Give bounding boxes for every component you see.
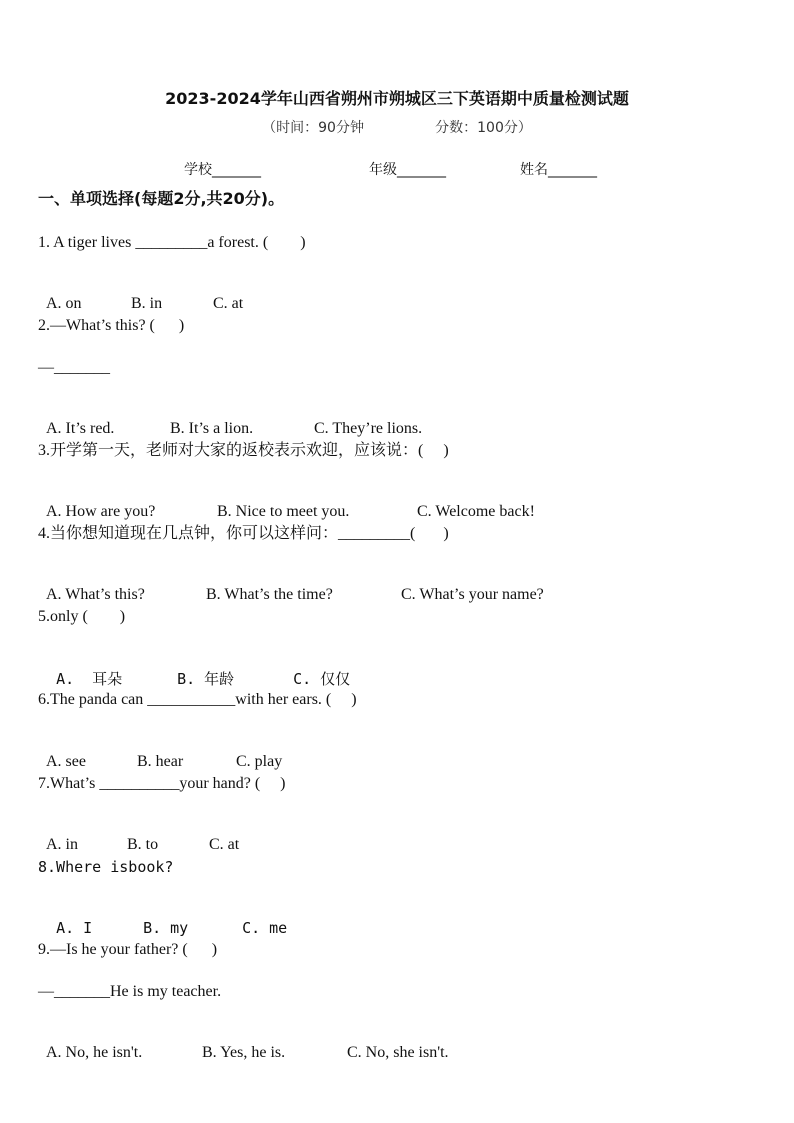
exam-time-score: （时间：90分钟 分数：100分） xyxy=(262,120,532,136)
option-c: C. They’re lions. xyxy=(314,420,423,437)
question-7: 7.What’s __________your hand? ( ) xyxy=(38,775,286,792)
option-a: A. It’s red. xyxy=(46,420,115,437)
question-1-options xyxy=(38,274,243,314)
question-8-options xyxy=(38,898,287,938)
option-c: C. at xyxy=(209,836,240,853)
question-6: 6.The panda can ___________with her ears. ( ) xyxy=(38,691,357,708)
question-5: 5.only ( ) xyxy=(38,608,126,625)
question-9-options xyxy=(38,1023,449,1063)
option-b: B. Yes, he is. xyxy=(202,1044,286,1061)
question-7-options xyxy=(38,815,239,855)
option-b: B. in xyxy=(131,295,163,312)
option-c: C. 仅仅 xyxy=(293,670,351,688)
option-a: A. I xyxy=(56,919,93,937)
question-9: 9.—Is he your father? ( ) xyxy=(38,941,218,958)
name-field: 姓名_______ xyxy=(520,162,597,178)
question-4: 4.当你想知道现在几点钟，你可以这样问：_________( ) xyxy=(38,525,449,542)
option-c: C. me xyxy=(242,919,288,937)
option-a: A. in xyxy=(46,836,78,853)
question-8: 8.Where isbook? xyxy=(38,858,174,876)
option-b: B. to xyxy=(127,836,159,853)
option-c: C. play xyxy=(236,753,283,770)
question-3: 3.开学第一天，老师对大家的返校表示欢迎，应该说：( ) xyxy=(38,442,449,459)
section-heading: 一、单项选择(每题2分,共20分)。 xyxy=(38,189,285,208)
option-b: B. What’s the time? xyxy=(206,586,333,603)
question-1: 1. A tiger lives _________a forest. ( ) xyxy=(38,234,306,251)
question-4-options xyxy=(38,565,544,605)
option-a: A. How are you? xyxy=(46,503,156,520)
option-c: C. What’s your name? xyxy=(401,586,544,603)
option-b: B. It’s a lion. xyxy=(170,420,254,437)
question-2: 2.—What’s this? ( ) xyxy=(38,317,185,334)
option-a: A. on xyxy=(46,295,82,312)
option-b: B. Nice to meet you. xyxy=(217,503,350,520)
page-title: 2023-2024学年山西省朔州市朔城区三下英语期中质量检测试题 xyxy=(165,89,629,108)
question-5-options xyxy=(38,649,350,689)
question-2-options xyxy=(38,399,422,439)
option-a: A. 耳朵 xyxy=(56,670,123,688)
question-6-options xyxy=(38,732,282,772)
question-3-options xyxy=(38,482,535,522)
option-a: A. see xyxy=(46,753,86,770)
option-b: B. 年龄 xyxy=(177,670,235,688)
question-9-answer-line: —_______He is my teacher. xyxy=(38,983,222,1000)
option-b: B. my xyxy=(143,919,189,937)
option-b: B. hear xyxy=(137,753,184,770)
question-2-answer-line: —_______ xyxy=(38,359,110,376)
option-a: A. What’s this? xyxy=(46,586,145,603)
grade-field: 年级_______ xyxy=(369,162,446,178)
option-c: C. Welcome back! xyxy=(417,503,535,520)
option-c: C. No, she isn't. xyxy=(347,1044,449,1061)
option-a: A. No, he isn't. xyxy=(46,1044,143,1061)
option-c: C. at xyxy=(213,295,244,312)
school-field: 学校_______ xyxy=(184,162,261,178)
